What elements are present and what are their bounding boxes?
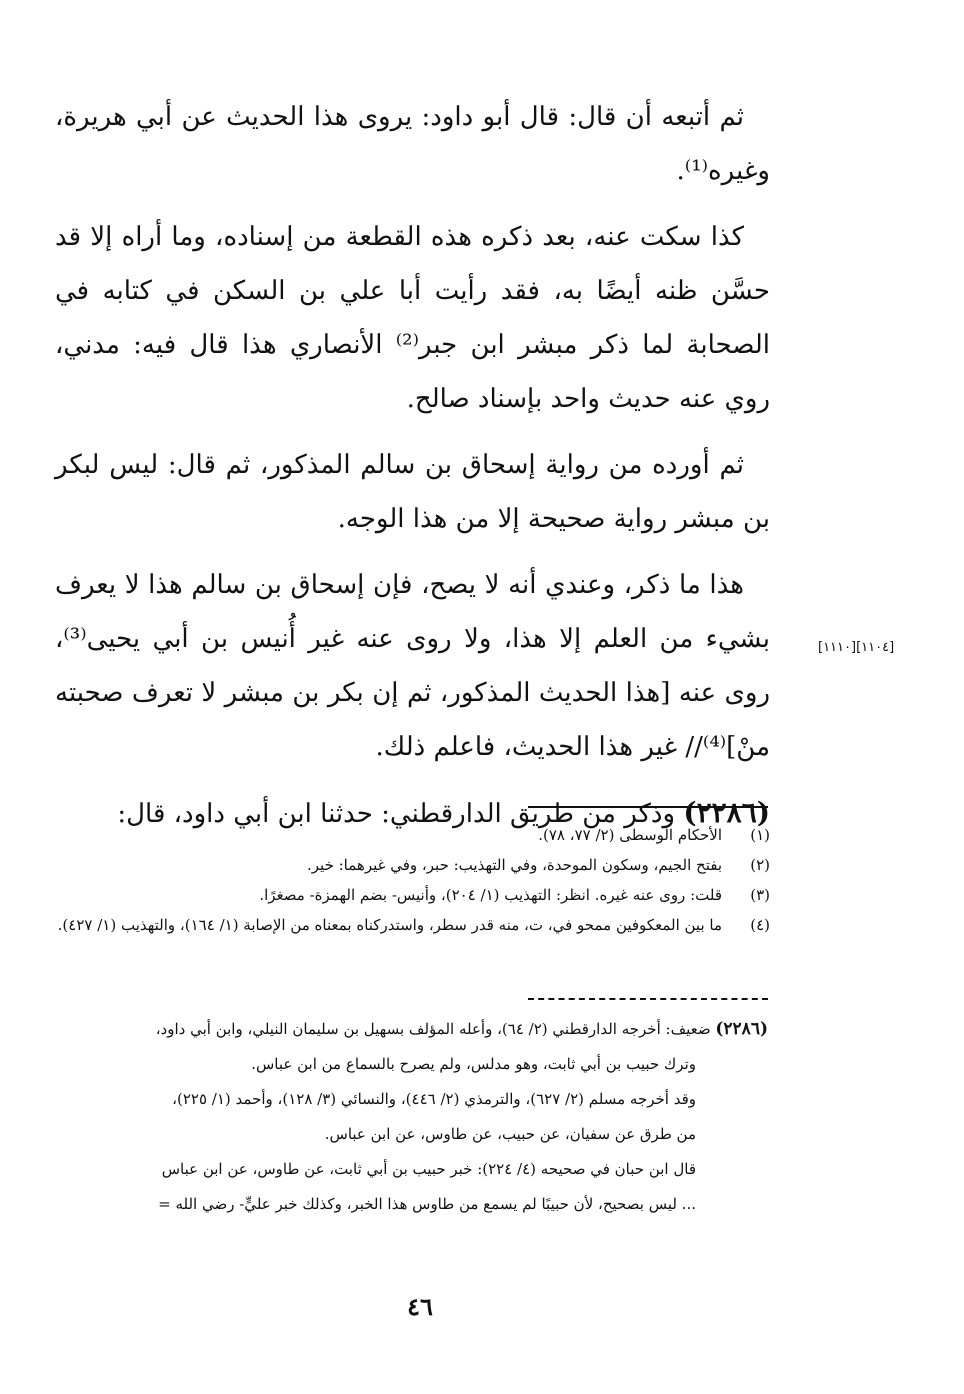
takhrij-line: وترك حبيب بن أبي ثابت، وهو مدلس، ولم يصرح بالسماع من ابن عباس. [251,1055,696,1073]
footnote-text: بفتح الجيم، وسكون الموحدة، وفي التهذيب: حبر، وفي غيرهما: خير. [307,856,722,874]
footnote [55,880,770,910]
footnote-number: (٤) [750,916,770,934]
takhrij-line [30,1012,768,1047]
takhrij-text: ضعيف: أخرجه الدارقطني (٢/ ٦٤)، وأعله المؤلف بسهيل بن سليمان النيلي، وابن أبي داود، [155,1020,711,1038]
takhrij-line: وقد أخرجه مسلم (٢/ ٦٢٧)، والترمذي (٢/ ٤٤٦)، والنسائي (٣/ ١٢٨)، وأحمد (١/ ٢٢٥)، [172,1090,696,1108]
footnote-text: ما بين المعكوفين ممحو في، ت، منه قدر سطر، واستدركناه بمعناه من الإصابة (١/ ١٦٤)، والتهذيب (١/ ٤٢٧). [57,916,722,934]
takhrij-number: (٢٢٨٦) [715,1019,768,1039]
footnote-divider [528,806,768,808]
main-text [55,90,770,841]
footnote-text: الأحكام الوسطى (٢/ ٧٧، ٧٨). [538,826,722,844]
footnote [55,910,770,940]
takhrij-line: ... ليس بصحيح، لأن حبيبًا لم يسمع من طاوس هذا الخبر، وكذلك خبر عليٍّ- رضي الله = [158,1195,696,1213]
takhrij-section [30,1012,768,1222]
paragraph-3: ثم أورده من رواية إسحاق بن سالم المذكور، ثم قال: ليس لبكر بن مبشر رواية صحيحة إلا من هذا الوجه. [55,450,770,534]
hadith-text: وذكر من طريق الدارقطني: حدثنا ابن أبي داود، قال: [117,799,676,829]
footnote-text: قلت: روى عنه غيره. انظر: التهذيب (١/ ٢٠٤)، وأنيس- بضم الهمزة- مصغرًا. [259,886,722,904]
page-number: ٤٦ [407,1292,433,1321]
footnote-number: (٢) [750,856,770,874]
paragraph-2: كذا سكت عنه، بعد ذكره هذه القطعة من إسناده، وما أراه إلا قد حسَّن ظنه أيضًا به، فقد رأيت أبا علي بن السكن في كتابه في الصحابة لما ذكر مبشر ابن جبر⁽²⁾ الأنصاري هذا قال فيه: مدني، روي عنه حديث واحد بإسناد صالح. [55,222,770,414]
margin-reference: [١١١٠][١١٠٤] [818,640,895,655]
hadith-number: (٢٢٨٦) [683,796,770,829]
paragraph-1: ثم أتبعه أن قال: قال أبو داود: يروى هذا الحديث عن أبي هريرة، وغيره⁽¹⁾. [55,102,770,186]
footnotes [55,820,770,940]
takhrij-line: من طرق عن سفيان، عن حبيب، عن طاوس، عن ابن عباس. [324,1125,696,1143]
footnote-number: (٣) [750,886,770,904]
footnote [55,850,770,880]
takhrij-line: قال ابن حبان في صحيحه (٤/ ٢٢٤): خبر حبيب بن أبي ثابت، عن طاوس، عن ابن عباس [161,1160,696,1178]
paragraph-4: هذا ما ذكر، وعندي أنه لا يصح، فإن إسحاق بن سالم هذا لا يعرف بشيء من العلم إلا هذا، ولا روى عنه غير أُنيس بن أبي يحيى⁽³⁾، روى عنه [هذا الحديث المذكور، ثم إن بكر بن مبشر لا تعرف صحبته منْ]⁽⁴⁾// غير هذا الحديث، فاعلم ذلك. [55,570,770,762]
takhrij-divider [528,998,768,1000]
footnote [55,820,770,850]
footnote-number: (١) [750,826,770,844]
